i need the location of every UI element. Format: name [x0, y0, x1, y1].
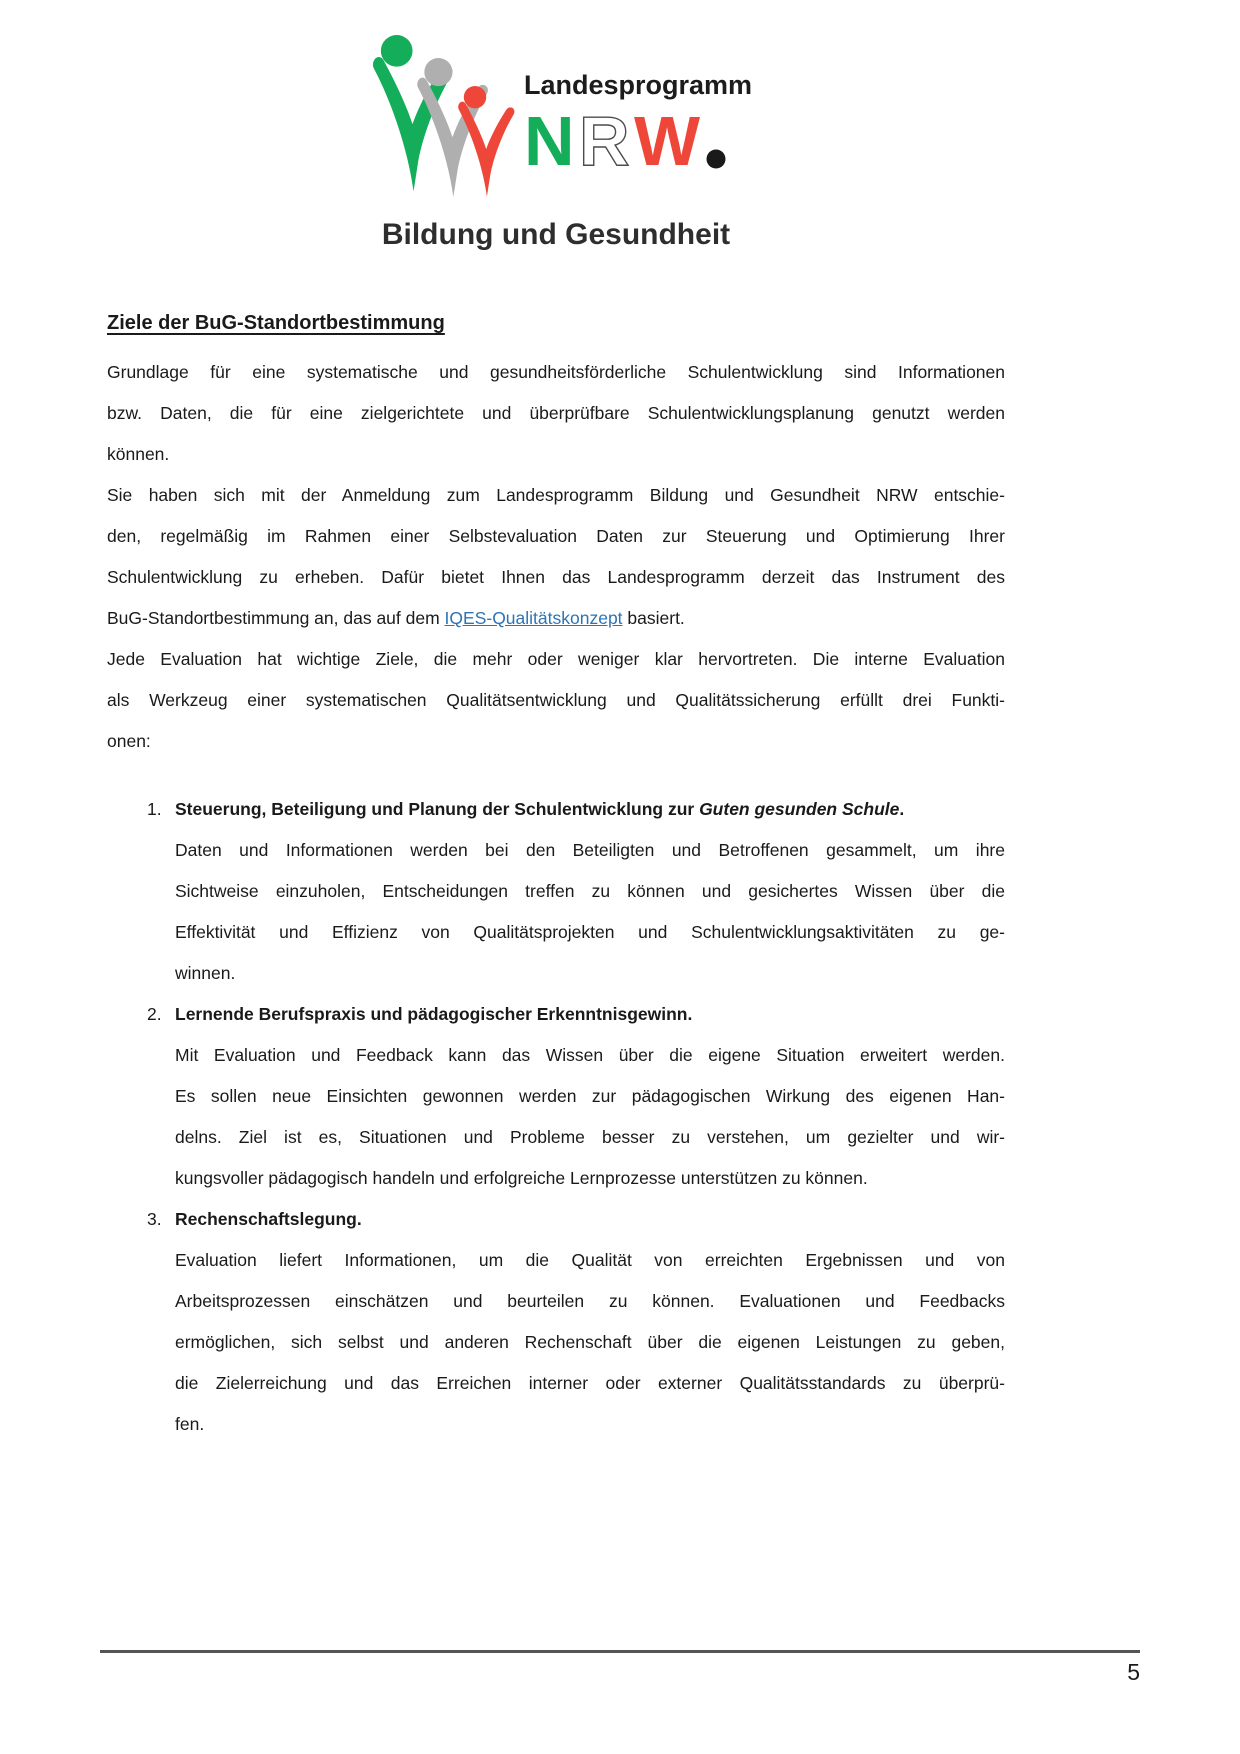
text-line: Mit Evaluation und Feedback kann das Wissen über die eigene Situation erweitert werden. [175, 1045, 1005, 1065]
logo [366, 34, 753, 252]
text-line: bzw. Daten, die für eine zielgerichtete und überprüfbare Schulentwicklungsplanung genutzt werden [107, 403, 1005, 423]
item-title-end: . [899, 799, 905, 819]
link-line-pre: BuG-Standortbestimmung an, das auf dem [107, 608, 445, 628]
item-title [175, 994, 1005, 1035]
text-line: Grundlage für eine systematische und gesundheitsförderliche Schulentwicklung sind Informationen [107, 362, 1005, 382]
item-title-main: Steuerung, Beteiligung und Planung der Schulentwicklung zur [175, 799, 700, 819]
text-line: ermöglichen, sich selbst und anderen Rechenschaft über die eigenen Leistungen zu geben, [175, 1332, 1005, 1352]
list-item-3 [107, 1199, 1005, 1445]
logo-subtitle: Bildung und Gesundheit [381, 218, 731, 251]
text-line: fen. [175, 1414, 205, 1434]
text-line: Evaluation liefert Informationen, um die Qualität von erreichten Ergebnissen und von [175, 1250, 1005, 1270]
text-line: kungsvoller pädagogisch handeln und erfolgreiche Lernprozesse unterstützen zu können. [175, 1168, 868, 1188]
item-title-end: . [687, 1004, 693, 1024]
text-line: Daten und Informationen werden bei den Beteiligten und Betroffenen gesammelt, um ihre [175, 840, 1005, 860]
paragraph-2 [107, 475, 1005, 639]
text-line: delns. Ziel ist es, Situationen und Probleme besser zu verstehen, um gezielter und wir- [175, 1127, 1005, 1147]
text-line: Jede Evaluation hat wichtige Ziele, die mehr oder weniger klar hervortreten. Die interne Evaluation [107, 649, 1005, 669]
logo-texts [524, 70, 752, 179]
item-number: 2. [147, 1004, 162, 1024]
text-line: Schulentwicklung zu erheben. Dafür bietet Ihnen das Landesprogramm derzeit das Instrument des [107, 567, 1005, 587]
text-line: winnen. [175, 963, 236, 983]
item-title-main: Rechenschaftslegung. [175, 1209, 362, 1229]
paragraph-1 [107, 352, 1005, 475]
text-line: Effektivität und Effizienz von Qualitätsprojekten und Schulentwicklungsaktivitäten zu ge- [175, 922, 1005, 942]
paragraph-3 [107, 639, 1005, 762]
iqes-qualitaetskonzept-link[interactable]: IQES-Qualitätskonzept [444, 608, 623, 628]
list-item-1 [107, 789, 1005, 994]
document-body [107, 308, 1005, 1445]
nrw-wordmark [524, 103, 736, 179]
nrw-letter-w: W [634, 103, 701, 179]
text-line: Sichtweise einzuholen, Entscheidungen treffen zu können und gesichertes Wissen über die [175, 881, 1005, 901]
text-line: können. [107, 444, 170, 464]
item-title [175, 789, 1005, 830]
figure-red-icon [458, 86, 514, 197]
item-title-main: Lernende Berufspraxis und pädagogischer Erkenntnisgewinn [175, 1004, 688, 1024]
nrw-letter-r: R [579, 103, 630, 179]
link-line-post: basiert. [622, 608, 685, 628]
item-title-italic: Guten gesunden Schule [699, 799, 900, 819]
logo-row [366, 34, 753, 214]
numbered-list [107, 789, 1005, 1445]
footer-divider [100, 1650, 1140, 1653]
text-line-with-link [107, 598, 1005, 639]
text-line: den, regelmäßig im Rahmen einer Selbstevaluation Daten zur Steuerung und Optimierung Ihrer [107, 526, 1005, 546]
item-number: 3. [147, 1209, 162, 1229]
text-line: als Werkzeug einer systematischen Qualitätsentwicklung und Qualitätssicherung erfüllt drei Funkti- [107, 690, 1005, 710]
page-number: 5 [1127, 1659, 1140, 1685]
text-line: die Zielerreichung und das Erreichen interner oder externer Qualitätsstandards zu überprü- [175, 1373, 1005, 1393]
text-line: Es sollen neue Einsichten gewonnen werden zur pädagogischen Wirkung des eigenen Han- [175, 1086, 1005, 1106]
people-figures-icon [366, 34, 518, 214]
program-name: Landesprogramm [524, 70, 753, 100]
list-item-2 [107, 994, 1005, 1199]
nrw-dot-icon [707, 150, 726, 169]
doc-heading: Ziele der BuG-Standortbestimmung [107, 312, 445, 334]
item-title [175, 1199, 1005, 1240]
nrw-letter-n: N [524, 103, 575, 179]
text-line: Arbeitsprozessen einschätzen und beurteilen zu können. Evaluationen und Feedbacks [175, 1291, 1005, 1311]
text-line: onen: [107, 731, 151, 751]
text-line: Sie haben sich mit der Anmeldung zum Landesprogramm Bildung und Gesundheit NRW entschie- [107, 485, 1005, 505]
item-number: 1. [147, 799, 162, 819]
